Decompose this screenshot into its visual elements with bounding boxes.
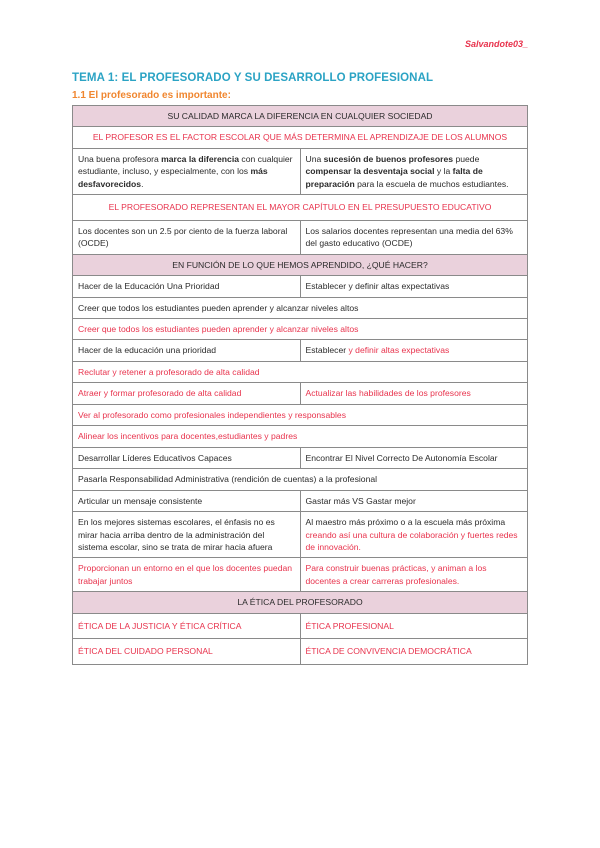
- table-cell: Creer que todos los estudiantes pueden aprender y alcanzar niveles altos: [73, 318, 528, 339]
- table-row: [73, 195, 528, 220]
- table-cell: Alinear los incentivos para docentes,estudiantes y padres: [73, 426, 528, 447]
- table-row: [73, 106, 528, 127]
- table-row: [73, 220, 528, 254]
- table-cell: Los salarios docentes representan una media del 63% del gasto educativo (OCDE): [300, 220, 528, 254]
- table-row: [73, 276, 528, 297]
- table-cell: Ver al profesorado como profesionales independientes y responsables: [73, 404, 528, 425]
- table-cell: ÉTICA PROFESIONAL: [300, 613, 528, 638]
- table-row: [73, 512, 528, 558]
- table-row: [73, 297, 528, 318]
- table-cell: Reclutar y retener a profesorado de alta calidad: [73, 361, 528, 382]
- table-row: [73, 469, 528, 490]
- table-row: [73, 148, 528, 194]
- table-cell: En los mejores sistemas escolares, el énfasis no es mirar hacia arriba dentro de la administración del sistema escolar, sino se trata de mirar hacia afuera: [73, 512, 301, 558]
- table-row: [73, 383, 528, 404]
- table-row: [73, 404, 528, 425]
- table-cell: Encontrar El Nivel Correcto De Autonomía Escolar: [300, 447, 528, 468]
- summary-table: [72, 105, 528, 665]
- table-cell: ÉTICA DE LA JUSTICIA Y ÉTICA CRÍTICA: [73, 613, 301, 638]
- table-row: [73, 340, 528, 361]
- table-cell: ÉTICA DEL CUIDADO PERSONAL: [73, 639, 301, 664]
- table-cell: Proporcionan un entorno en el que los docentes puedan trabajar juntos: [73, 558, 301, 592]
- table-row: [73, 592, 528, 613]
- table-cell: ÉTICA DE CONVIVENCIA DEMOCRÁTICA: [300, 639, 528, 664]
- table-row: [73, 639, 528, 664]
- table-row: [73, 318, 528, 339]
- table-cell: Pasarla Responsabilidad Administrativa (rendición de cuentas) a la profesional: [73, 469, 528, 490]
- section-header: LA ÉTICA DEL PROFESORADO: [73, 592, 528, 613]
- table-cell: Hacer de la Educación Una Prioridad: [73, 276, 301, 297]
- table-cell: Una sucesión de buenos profesores puede compensar la desventaja social y la falta de preparación para la escuela de muchos estudiantes.: [300, 148, 528, 194]
- section-subheader: EL PROFESORADO REPRESENTAN EL MAYOR CAPÍTULO EN EL PRESUPUESTO EDUCATIVO: [73, 195, 528, 220]
- table-cell: Desarrollar Líderes Educativos Capaces: [73, 447, 301, 468]
- section-header: EN FUNCIÓN DE LO QUE HEMOS APRENDIDO, ¿QUÉ HACER?: [73, 254, 528, 275]
- table-row: [73, 490, 528, 511]
- table-row: [73, 361, 528, 382]
- table-cell: Los docentes son un 2.5 por ciento de la fuerza laboral (OCDE): [73, 220, 301, 254]
- table-row: [73, 613, 528, 638]
- table-cell: Atraer y formar profesorado de alta calidad: [73, 383, 301, 404]
- section-header: SU CALIDAD MARCA LA DIFERENCIA EN CUALQUIER SOCIEDAD: [73, 106, 528, 127]
- table-row: [73, 127, 528, 148]
- table-cell: Para construir buenas prácticas, y animan a los docentes a crear carreras profesionales.: [300, 558, 528, 592]
- section-subheader: EL PROFESOR ES EL FACTOR ESCOLAR QUE MÁS DETERMINA EL APRENDIZAJE DE LOS ALUMNOS: [73, 127, 528, 148]
- table-cell: Establecer y definir altas expectativas: [300, 276, 528, 297]
- table-cell: Actualizar las habilidades de los profesores: [300, 383, 528, 404]
- page-title: TEMA 1: EL PROFESORADO Y SU DESARROLLO PROFESIONAL: [72, 72, 434, 84]
- table-cell: Establecer y definir altas expectativas: [300, 340, 528, 361]
- table-cell: Al maestro más próximo o a la escuela más próxima creando así una cultura de colaboración y fuertes redes de innovación.: [300, 512, 528, 558]
- section-subtitle: 1.1 El profesorado es importante:: [72, 90, 231, 101]
- table-row: [73, 254, 528, 275]
- table-row: [73, 447, 528, 468]
- table-cell: Gastar más VS Gastar mejor: [300, 490, 528, 511]
- table-row: [73, 558, 528, 592]
- table-cell: Una buena profesora marca la diferencia con cualquier estudiante, incluso, y especialmente, con los más desfavorecidos.: [73, 148, 301, 194]
- author-tag: Salvandote03_: [464, 39, 528, 49]
- table-cell: Hacer de la educación una prioridad: [73, 340, 301, 361]
- table-cell: Creer que todos los estudiantes pueden aprender y alcanzar niveles altos: [73, 297, 528, 318]
- table-cell: Articular un mensaje consistente: [73, 490, 301, 511]
- table-row: [73, 426, 528, 447]
